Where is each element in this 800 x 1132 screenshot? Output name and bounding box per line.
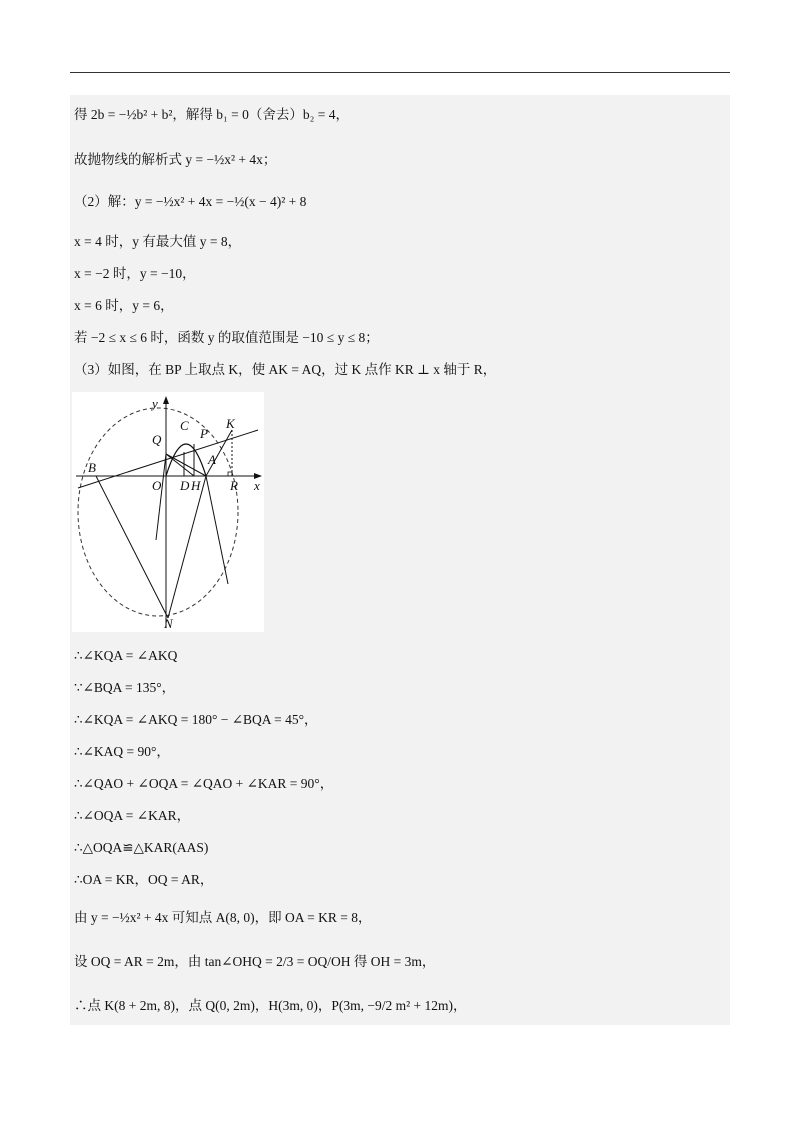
geometry-figure-svg [72, 392, 264, 632]
line-Q-down [156, 454, 166, 540]
text-line-1: 得 2b = −½b² + b²，解得 b₁ = 0（舍去）b₂ = 4， [74, 107, 349, 122]
text-line-11: ∴∠KQA = ∠AKQ = 180° − ∠BQA = 45°， [74, 712, 318, 727]
label-Q: Q [152, 432, 162, 447]
text-line-9: ∴∠KQA = ∠AKQ [74, 648, 178, 663]
text-line-7: 若 −2 ≤ x ≤ 6 时，函数 y 的取值范围是 −10 ≤ y ≤ 8； [74, 330, 379, 345]
text-line-5: x = −2 时，y = −10， [74, 266, 196, 281]
label-A: A [208, 452, 216, 467]
text-line-16: ∴OA = KR，OQ = AR， [74, 872, 214, 887]
line-NA [168, 476, 206, 618]
label-y: y [152, 396, 158, 411]
line-BN [96, 476, 168, 618]
text-line-4: x = 4 时，y 有最大值 y = 8， [74, 234, 242, 249]
y-axis-arrow-icon [163, 396, 169, 404]
label-H: H [191, 478, 201, 493]
text-line-12: ∴∠KAQ = 90°， [74, 744, 170, 759]
label-C: C [180, 418, 189, 433]
label-N: N [164, 616, 173, 631]
header-rule [70, 72, 730, 73]
line-QA [166, 454, 206, 476]
label-O: O [152, 478, 162, 493]
text-line-18: 设 OQ = AR = 2m，由 tan∠OHQ = 2/3 = OQ/OH 得 OH = 3m， [74, 954, 436, 969]
geometry-figure [72, 392, 264, 632]
label-K: K [226, 416, 235, 431]
right-angle-mark [228, 472, 232, 476]
label-B: B [88, 460, 96, 475]
line-A-down [206, 476, 228, 584]
label-D: D [180, 478, 190, 493]
text-line-8: （3）如图，在 BP 上取点 K，使 AK = AQ，过 K 点作 KR ⊥ x 轴于 R， [74, 362, 497, 377]
text-line-19: ∴点 K(8 + 2m, 8)，点 Q(0, 2m)，H(3m, 0)，P(3m, −9/2 m² + 12m)， [74, 998, 467, 1013]
text-line-2: 故抛物线的解析式 y = −½x² + 4x； [74, 152, 277, 167]
text-line-17: 由 y = −½x² + 4x 可知点 A(8, 0)，即 OA = KR = 8， [74, 910, 372, 925]
label-R: R [230, 478, 238, 493]
text-line-6: x = 6 时，y = 6， [74, 298, 174, 313]
text-line-10: ∵∠BQA = 135°， [74, 680, 176, 695]
label-P: P [200, 426, 208, 441]
text-line-14: ∴∠OQA = ∠KAR， [74, 808, 191, 823]
text-line-13: ∴∠QAO + ∠OQA = ∠QAO + ∠KAR = 90°， [74, 776, 334, 791]
text-line-15: ∴△OQA≌△KAR(AAS) [74, 840, 209, 855]
text-line-3: （2）解：y = −½x² + 4x = −½(x − 4)² + 8 [74, 194, 307, 209]
label-x: x [254, 478, 260, 493]
